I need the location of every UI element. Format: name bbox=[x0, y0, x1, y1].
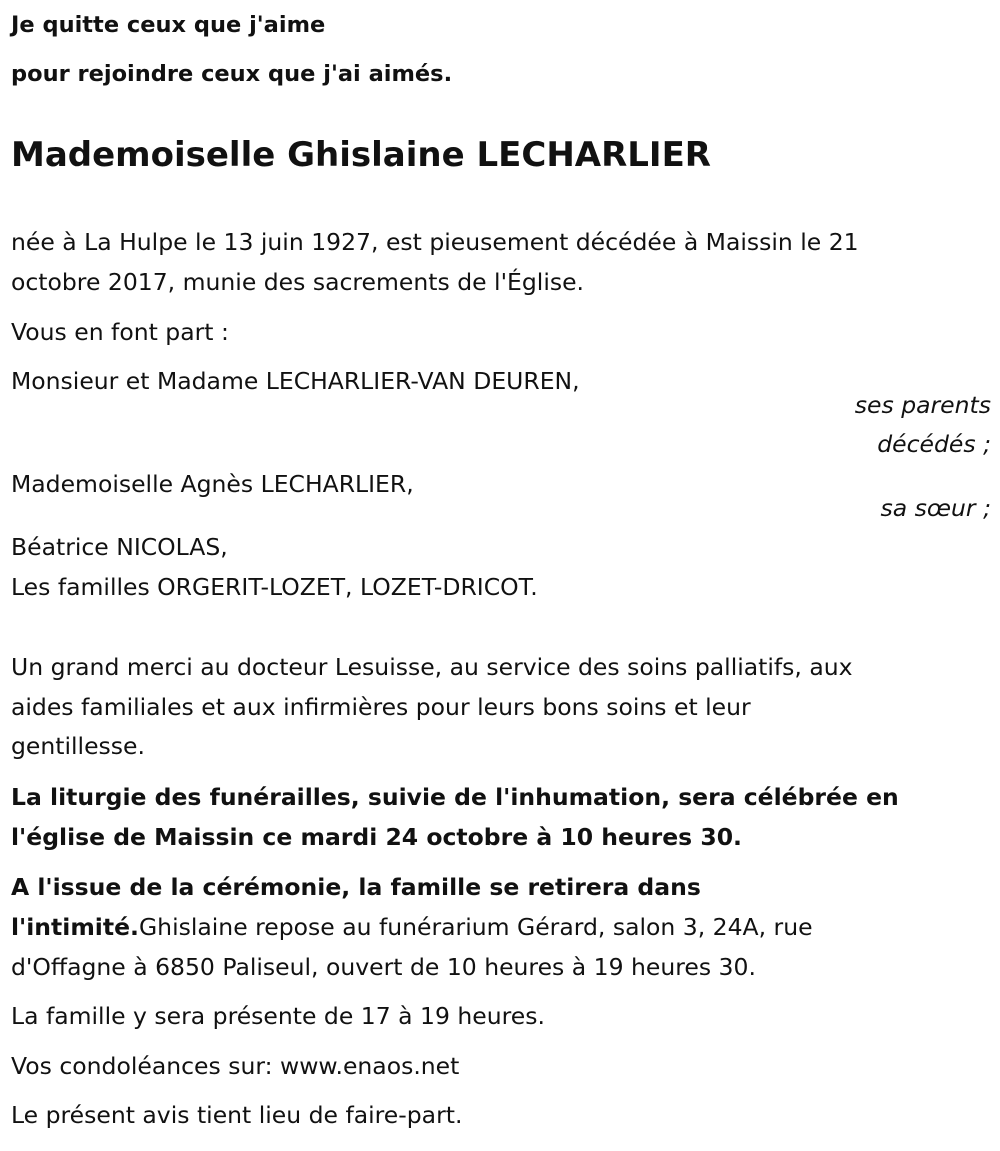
notice-info: Le présent avis tient lieu de faire-part. bbox=[11, 1101, 463, 1129]
thanks-line-1: Un grand merci au docteur Lesuisse, au service des soins palliatifs, aux bbox=[11, 653, 853, 681]
epitaph-line-2: pour rejoindre ceux que j'ai aimés. bbox=[11, 61, 453, 87]
ceremony-intimite: l'intimité. bbox=[11, 913, 139, 941]
family-other-2: Les familles ORGERIT-LOZET, LOZET-DRICOT. bbox=[11, 573, 538, 601]
epitaph-line-1: Je quitte ceux que j'aime bbox=[11, 12, 326, 38]
ceremony-funeral-home: Ghislaine repose au funérarium Gérard, salon 3, 24A, rue bbox=[138, 913, 813, 941]
ceremony-line-2 bbox=[11, 913, 813, 941]
presence-info: La famille y sera présente de 17 à 19 heures. bbox=[11, 1002, 545, 1030]
family-parents: Monsieur et Madame LECHARLIER-VAN DEUREN, bbox=[11, 367, 580, 395]
thanks-line-2: aides familiales et aux infirmières pour leurs bons soins et leur bbox=[11, 693, 751, 721]
condolences-info: Vos condoléances sur: www.enaos.net bbox=[11, 1052, 460, 1080]
liturgy-line-2: l'église de Maissin ce mardi 24 octobre à 10 heures 30. bbox=[11, 823, 742, 851]
announcement: Vous en font part : bbox=[11, 318, 229, 346]
ceremony-line-1: A l'issue de la cérémonie, la famille se retirera dans bbox=[11, 873, 701, 901]
thanks-line-3: gentillesse. bbox=[11, 732, 145, 760]
deceased-name: Mademoiselle Ghislaine LECHARLIER bbox=[11, 135, 711, 175]
family-other-1: Béatrice NICOLAS, bbox=[11, 533, 228, 561]
sister-role: sa sœur ; bbox=[880, 494, 991, 522]
ceremony-line-3: d'Offagne à 6850 Paliseul, ouvert de 10 heures à 19 heures 30. bbox=[11, 953, 756, 981]
liturgy-line-1: La liturgie des funérailles, suivie de l'inhumation, sera célébrée en bbox=[11, 783, 899, 811]
parents-role-1: ses parents bbox=[854, 391, 991, 419]
intro-line-1: née à La Hulpe le 13 juin 1927, est pieusement décédée à Maissin le 21 bbox=[11, 228, 859, 256]
family-sister: Mademoiselle Agnès LECHARLIER, bbox=[11, 470, 414, 498]
intro-line-2: octobre 2017, munie des sacrements de l'Église. bbox=[11, 268, 585, 296]
parents-role-2: décédés ; bbox=[877, 430, 991, 458]
